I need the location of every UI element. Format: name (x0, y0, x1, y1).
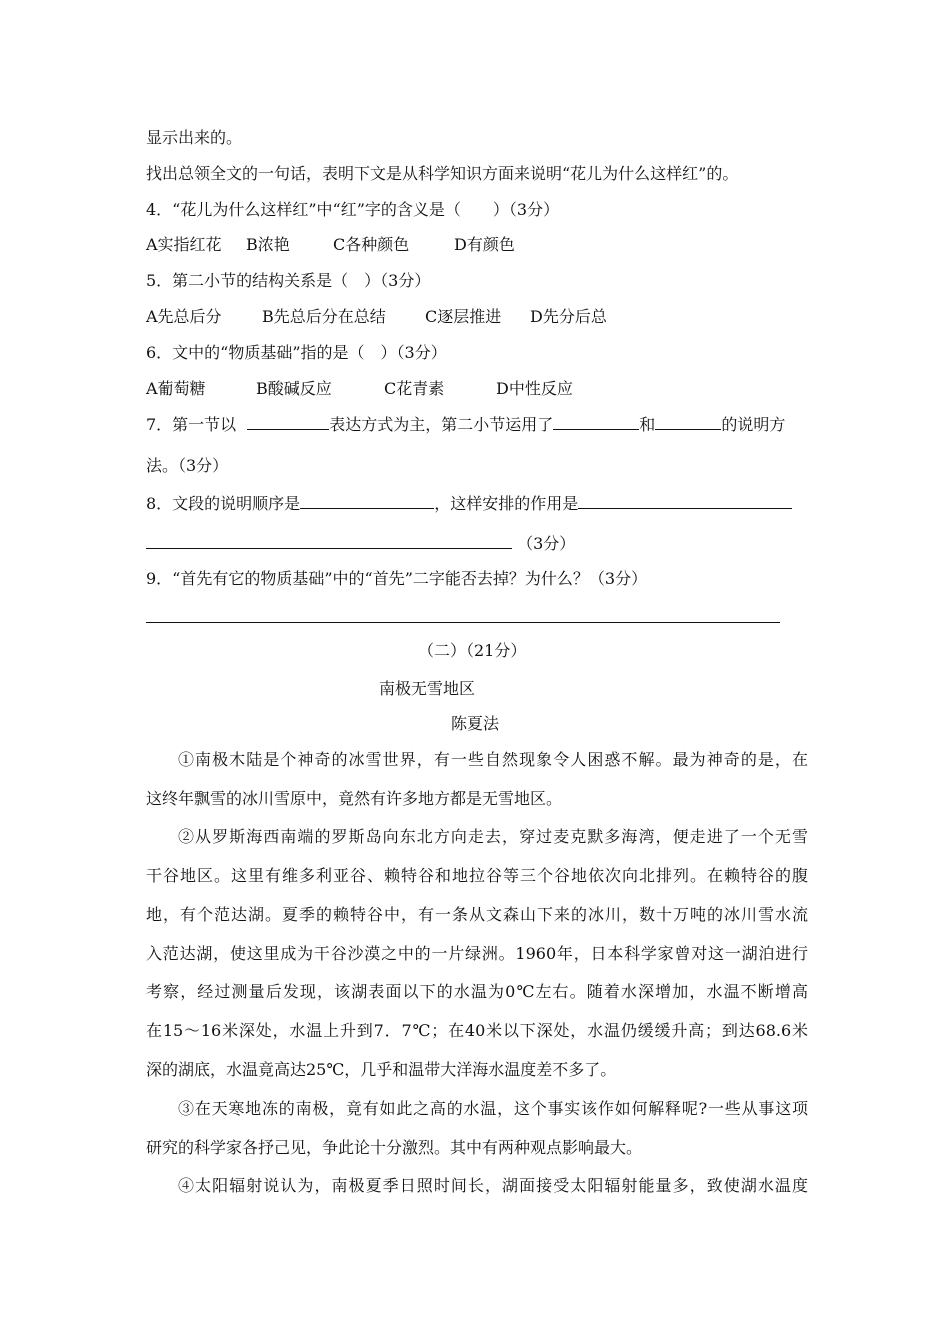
section-heading: （二）（21分） (418, 641, 527, 660)
answer-line-row (146, 533, 575, 554)
question-7-part: 和 (639, 415, 656, 434)
question-8-part: 8．文段的说明顺序是 (146, 494, 301, 513)
text-line: 找出总领全文的一句话，表明下文是从科学知识方面来说明“花儿为什么这样红”的。 (146, 164, 739, 183)
paragraph-line: 入范达湖，使这里成为干谷沙漠之中的一片绿洲。1960年，日本科学家曾对这一湖泊进行 (146, 944, 808, 963)
paragraph-line: 研究的科学家各抒己见，争此论十分激烈。其中有两种观点影响最大。 (146, 1138, 643, 1157)
text-line: 显示出来的。 (146, 128, 243, 147)
question-7-part: 7．第一节以 (146, 415, 237, 434)
question-8-points: （3分） (517, 534, 576, 553)
answer-blank[interactable] (146, 533, 512, 549)
answer-blank[interactable] (300, 493, 434, 509)
question-8 (146, 493, 792, 514)
paragraph-line: 考察，经过测量后发现，该湖表面以下的水温为0℃左右。随着水深增加，水温不断增高 (146, 982, 808, 1001)
paragraph-line: ①南极木陆是个神奇的冰雪世界，有一些自然现象令人困惑不解。最为神奇的是，在 (178, 750, 808, 769)
paragraph-line: 在15～16米深处，水温上升到7．7℃；在40米以下深处，水温仍缓缓升高；到达68.6米 (146, 1021, 808, 1040)
paragraph-line: 干谷地区。这里有维多利亚谷、赖特谷和地拉谷等三个谷地依次向北排列。在赖特谷的腹 (146, 866, 808, 885)
option-a: A葡萄糖 (146, 379, 206, 398)
option-b: B酸碱反应 (256, 379, 332, 398)
paragraph-line: ③在天寒地冻的南极，竟有如此之高的水温，这个事实该作如何解释呢?一些从事这项 (178, 1099, 808, 1118)
option-c: C逐层推进 (425, 307, 502, 326)
paragraph-line: 这终年飘雪的冰川雪原中，竟然有许多地方都是无雪地区。 (146, 789, 563, 808)
question-4: 4．“花儿为什么这样红”中“红”字的含义是（ ）（3分） (146, 200, 560, 219)
paragraph-line: ④太阳辐射说认为，南极夏季日照时间长，湖面接受太阳辐射能量多，致使湖水温度 (178, 1176, 808, 1195)
question-9: 9．“首先有它的物质基础”中的“首先”二字能否去掉？为什么？（3分） (146, 569, 648, 588)
question-7 (146, 414, 785, 435)
answer-blank[interactable] (247, 414, 329, 430)
question-7-part: 的说明方 (721, 415, 786, 434)
article-author: 陈夏法 (451, 714, 500, 733)
option-b: B浓艳 (246, 235, 290, 254)
question-6: 6．文中的“物质基础”指的是（ ）（3分） (146, 343, 447, 362)
paragraph-line: 深的湖底，水温竟高达25℃，几乎和温带大洋海水温度差不多了。 (146, 1060, 617, 1079)
option-b: B先总后分在总结 (262, 307, 386, 326)
answer-blank[interactable] (655, 414, 721, 430)
option-c: C花青素 (384, 379, 445, 398)
text-line: 法。（3分） (146, 456, 229, 475)
option-d: D有颜色 (454, 235, 515, 254)
option-a: A先总后分 (146, 307, 222, 326)
paragraph-line: ②从罗斯海西南端的罗斯岛向东北方向走去，穿过麦克默多海湾，便走进了一个无雪 (178, 827, 808, 846)
question-5: 5．第二小节的结构关系是（ ）（3分） (146, 271, 431, 290)
option-d: D中性反应 (496, 379, 573, 398)
answer-line[interactable] (146, 622, 780, 623)
answer-blank[interactable] (578, 493, 792, 509)
option-c: C各种颜色 (333, 235, 410, 254)
option-a: A实指红花 (146, 235, 222, 254)
option-d: D先分后总 (530, 307, 607, 326)
answer-blank[interactable] (553, 414, 639, 430)
article-title: 南极无雪地区 (379, 679, 476, 698)
question-8-part: ，这样安排的作用是 (434, 494, 579, 513)
question-7-part: 表达方式为主，第二小节运用了 (329, 415, 554, 434)
paragraph-line: 地，有个范达湖。夏季的赖特谷中，有一条从文森山下来的冰川，数十万吨的冰川雪水流 (146, 905, 808, 924)
